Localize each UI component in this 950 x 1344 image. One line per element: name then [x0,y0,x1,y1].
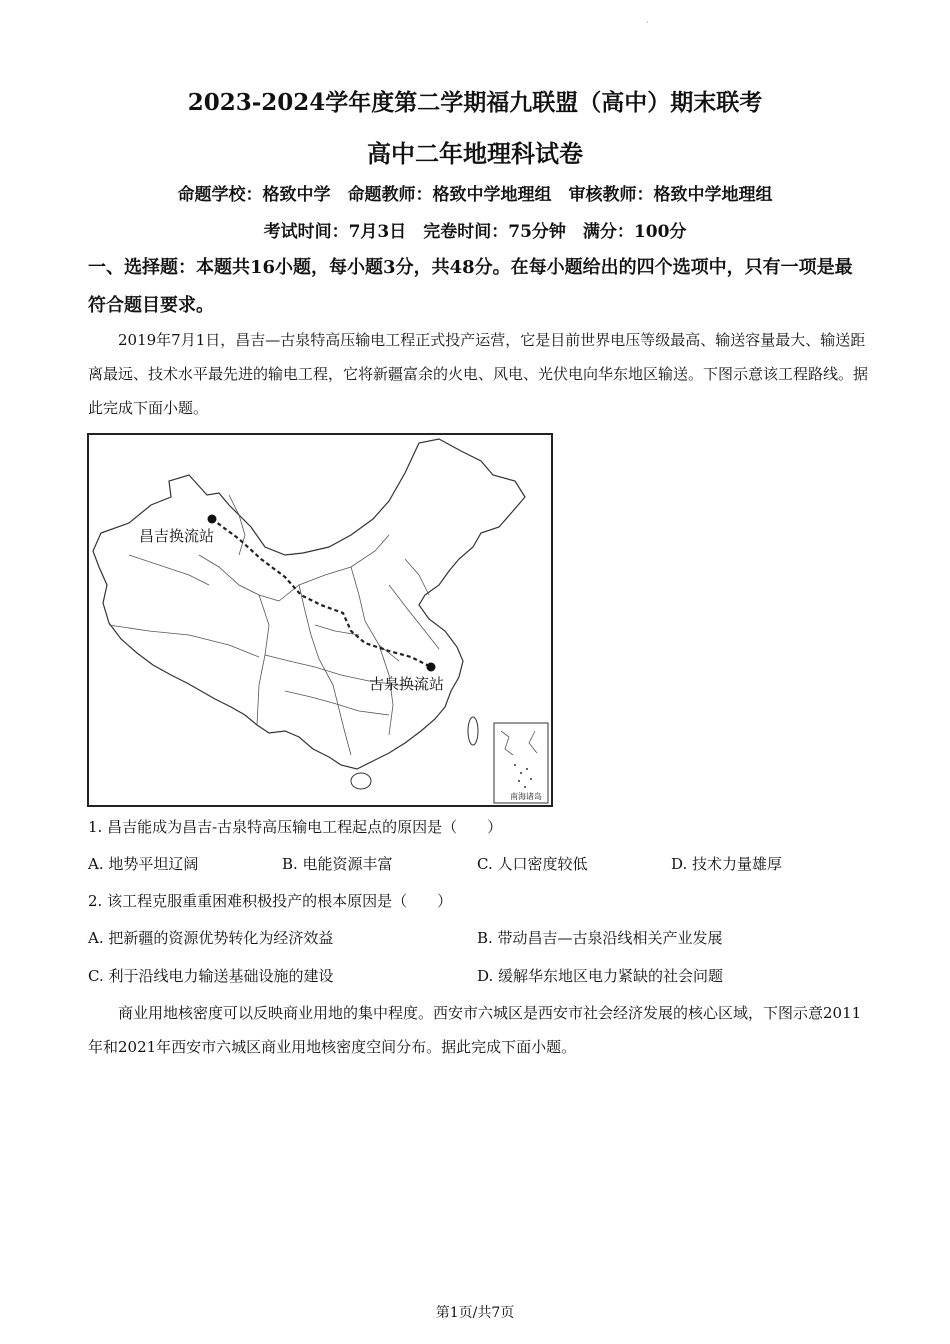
guquan-station-label: 古泉换流站 [369,676,445,693]
question-1-option-b[interactable]: B. 电能资源丰富 [282,855,393,873]
question-1-stem: 1. 昌吉能成为昌吉-古泉特高压输电工程起点的原因是（ ） [88,818,503,836]
exam-meta-time: 考试时间：7月3日 完卷时间：75分钟 满分：100分 [263,222,687,242]
province-line [333,685,351,755]
changji-station-dot [208,515,217,524]
hainan-island [351,773,371,789]
route-map [87,433,553,807]
exam-title: 2023-2024学年度第二学期福九联盟（高中）期末联考 [187,89,763,116]
question-1-option-d[interactable]: D. 技术力量雄厚 [671,855,783,873]
exam-meta-authors: 命题学校：格致中学 命题教师：格致中学地理组 审核教师：格致中学地理组 [177,185,773,205]
question-2-option-c[interactable]: C. 利于沿线电力输送基础设施的建设 [88,967,334,985]
question-2-option-b[interactable]: B. 带动昌吉—古泉沿线相关产业发展 [477,929,723,947]
question-1-option-c[interactable]: C. 人口密度较低 [477,855,588,873]
country-outline [93,439,525,769]
section-heading: 一、选择题：本题共16小题，每小题3分，共48分。在每小题给出的四个选项中，只有一项是最符合题目要求。 [88,257,853,316]
question-1-option-a[interactable]: A. 地势平坦辽阔 [88,855,199,873]
taiwan-island [468,717,478,745]
province-line [109,625,259,657]
south-china-sea-inset [494,723,548,803]
province-line [229,495,245,555]
province-line [299,585,333,685]
question-2-option-a[interactable]: A. 把新疆的资源优势转化为经济效益 [88,929,334,947]
province-line [389,585,439,649]
guquan-station-dot [427,663,436,672]
passage-2: 商业用地核密度可以反映商业用地的集中程度。西安市六城区是西安市社会经济发展的核心区域，下图示意2011年和2021年西安市六城区商业用地核密度空间分布。据此完成下面小题。 [88,1004,862,1056]
province-line [285,691,389,715]
page-footer: 第1页/共7页 [435,1305,515,1321]
passage-1: 2019年7月1日，昌吉—古泉特高压输电工程正式投产运营，它是目前世界电压等级最高、输送容量最大、输送距离最远、技术水平最先进的输电工程，它将新疆富余的火电、风电、光伏电向华东地区输送。下图示意该工程路线。据此完成下面小题。 [88,331,869,417]
province-line [405,559,429,595]
exam-subtitle: 高中二年地理科试卷 [367,139,583,168]
question-2-stem: 2. 该工程克服重重困难积极投产的根本原因是（ ） [88,892,453,910]
province-line [257,595,269,725]
province-line [199,555,279,601]
corner-dot: · [646,18,649,27]
inset-label: 南海诸岛 [510,792,542,801]
question-2-option-d[interactable]: D. 缓解华东地区电力紧缺的社会问题 [477,967,724,985]
changji-station-label: 昌吉换流站 [139,528,215,545]
transmission-route [212,519,431,667]
province-line [129,555,209,585]
china-map-svg [89,435,551,805]
